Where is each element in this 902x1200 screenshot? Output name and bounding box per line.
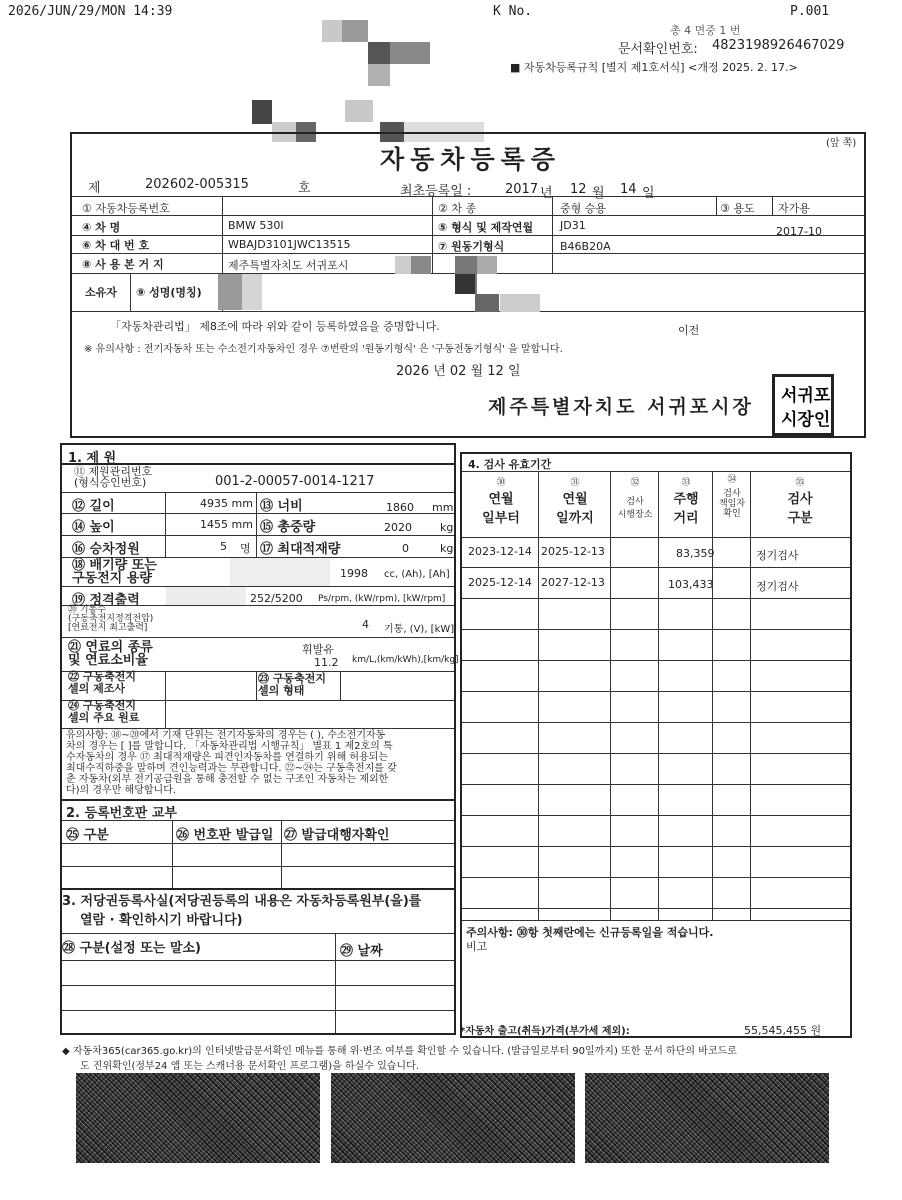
insp-col-type: ㉟ 검사 구분 [787, 478, 813, 526]
grid-line [462, 722, 850, 723]
displacement-unit: cc, (Ah), [Ah] [384, 569, 450, 580]
insp-row-2-type: 정기검사 [756, 580, 799, 593]
battery-material-label: ㉔ 구동축전지 셀의 주요 원료 [68, 699, 140, 724]
insp-col-confirm: ㉞ 검사 책임자 확인 [718, 475, 746, 519]
law-text: 「자동차관리법」 제8조에 따라 위와 같이 등록하였음을 증명합니다. [110, 320, 440, 333]
grid-line [772, 196, 773, 216]
grid-line [130, 273, 131, 311]
grid-line [462, 537, 850, 538]
vin-label: ⑥ 차 대 번 호 [82, 239, 150, 252]
grid-line [462, 598, 850, 599]
cert-no-suffix: 호 [298, 181, 311, 196]
issuer: 제주특별자치도 서귀포시장 [488, 396, 754, 418]
owner-label: 소유자 [85, 286, 117, 299]
power-label: ⑲ 정격출력 [72, 593, 140, 608]
barcode-icon [331, 1073, 575, 1163]
use-value: 자가용 [778, 202, 810, 215]
unit-day: 일 [642, 186, 655, 201]
model-date: 2017-10 [776, 225, 822, 238]
vin-value: WBAJD3101JWC13515 [228, 238, 351, 251]
width-label: ⑬ 너비 [260, 499, 303, 514]
model-value: JD31 [560, 219, 586, 232]
engine-label: ⑦ 원동기형식 [438, 240, 505, 253]
redaction-block [368, 42, 390, 64]
gross-unit: kg [440, 521, 454, 534]
insp-col-from: ㉚ 연월 일부터 [482, 478, 520, 526]
grid-line [62, 866, 454, 867]
grid-line [62, 985, 454, 986]
insp-row-1-to: 2025-12-13 [541, 545, 605, 558]
grid-line [658, 471, 659, 920]
length-label: ⑫ 길이 [72, 499, 115, 514]
type-value: 중형 승용 [560, 202, 607, 215]
grid-line [462, 471, 850, 472]
redaction-block [342, 20, 368, 42]
first-reg-label: 최초등록일 : [400, 184, 472, 199]
grid-line [462, 877, 850, 878]
redaction-block [166, 587, 246, 605]
front-mark: (앞 쪽) [826, 138, 857, 149]
height-value: 1455 mm [200, 518, 253, 531]
displacement-value: 1998 [340, 567, 368, 580]
seats-unit: 명 [240, 542, 251, 555]
redaction-block [500, 294, 540, 312]
form-reference: ■ 자동차등록규칙 [별지 제1호서식] <개정 2025. 2. 17.> [510, 61, 798, 74]
gross-value: 2020 [384, 521, 412, 534]
reg-number-label: ① 자동차등록번호 [82, 202, 170, 215]
maxload-unit: kg [440, 542, 454, 555]
grid-line [462, 846, 850, 847]
redaction-block [390, 42, 430, 64]
grid-line [62, 888, 454, 890]
barcode-icon [585, 1073, 829, 1163]
gross-label: ⑮ 총중량 [260, 520, 316, 535]
redaction-block [322, 20, 342, 42]
insp-row-2-to: 2027-12-13 [541, 576, 605, 589]
grid-line [62, 728, 454, 729]
grid-line [165, 492, 166, 557]
svg-text:시장인: 시장인 [781, 410, 831, 430]
redaction-block [477, 256, 497, 274]
power-value: 252/5200 [250, 592, 303, 605]
plate-col-date: ㉖ 번호판 발급일 [176, 828, 274, 843]
grid-line [72, 311, 864, 312]
redaction-block [218, 274, 242, 310]
width-unit: mm [432, 501, 454, 514]
redaction-block [475, 294, 499, 312]
redaction-block [395, 256, 411, 274]
cert-no-value: 202602-005315 [145, 177, 249, 192]
maxload-label: ⑰ 최대적재량 [260, 542, 341, 557]
grid-line [72, 196, 864, 197]
page-count: 총 4 면중 1 번 [670, 24, 741, 37]
fuel-type: 휘발유 [302, 643, 334, 656]
model-label: ⑤ 형식 및 제작연월 [438, 221, 534, 234]
grid-line [462, 920, 850, 921]
width-value: 1860 [386, 501, 414, 514]
grid-line [716, 196, 717, 216]
first-reg-year: 2017 [505, 182, 539, 197]
doc-confirm-label: 문서확인번호: [618, 42, 698, 57]
insp-row-1-from: 2023-12-14 [468, 545, 532, 558]
grid-line [281, 820, 282, 889]
fax-timestamp: 2026/JUN/29/MON 14:39 [8, 4, 173, 19]
insp-row-1-type: 정기검사 [756, 549, 799, 562]
insp-col-to: ㉛ 연월 일까지 [556, 478, 594, 526]
displacement-label: ⑱ 배기량 또는 구동전지 용량 [72, 558, 157, 586]
mortgage-col-kind: ㉘ 구분(설정 또는 말소) [62, 941, 201, 956]
barcode-icon [76, 1073, 320, 1163]
height-label: ⑭ 높이 [72, 520, 115, 535]
use-label: ③ 용도 [720, 202, 755, 215]
name-label: ④ 차 명 [82, 221, 121, 234]
grid-line [62, 843, 454, 844]
note-text: ※ 유의사항 : 전기자동차 또는 수소전기자동차인 경우 ⑦번란의 '원동기형식' 은 '구동전동기형식' 을 말합니다. [84, 344, 563, 355]
mgmt-value: 001-2-00057-0014-1217 [215, 474, 375, 489]
grid-line [462, 784, 850, 785]
insp-row-2-distance: 103,433 [668, 578, 714, 591]
power-unit: Ps/rpm, (kW/rpm), [kW/rpm] [318, 594, 446, 604]
redaction-block [411, 256, 431, 274]
inspection-note: 주의사항: ㉚항 첫째란에는 신규등록일을 적습니다. [466, 926, 714, 939]
grid-line [62, 799, 454, 801]
redaction-block [368, 64, 390, 86]
maxload-value: 0 [402, 542, 409, 555]
insp-row-1-distance: 83,359 [676, 547, 715, 560]
mortgage-col-date: ㉙ 날짜 [340, 944, 383, 959]
grid-line [462, 753, 850, 754]
specs-heading: 1. 제 원 [68, 451, 117, 466]
first-reg-month: 12 [570, 182, 587, 197]
grid-line [62, 513, 454, 514]
grid-line [462, 660, 850, 661]
official-seal-icon [772, 374, 834, 436]
grid-line [750, 471, 751, 920]
grid-line [256, 671, 257, 700]
grid-line [712, 471, 713, 920]
grid-line [462, 908, 850, 909]
grid-line [62, 492, 454, 493]
first-reg-day: 14 [620, 182, 637, 197]
base-value: 제주특별자치도 서귀포시 [228, 259, 349, 272]
grid-line [462, 691, 850, 692]
grid-line [335, 933, 336, 1033]
fuel-unit: km/L,(km/kWh),[km/kg] [352, 655, 459, 665]
price-label: *자동차 출고(취득)가격(부가세 제외): [460, 1026, 630, 1037]
redaction-block [242, 274, 262, 310]
specs-caution: 유의사항: ⑱~⑳에서 기재 단위는 전기자동차의 경우는 ( ), 수소전기자동 차의 경우는 [ ]를 말합니다. 「자동차관리법 시행규칙」 별표 1 제2호의 특 수자동차의 경우 ⑰ 최대적재량은 피견인자동차를 연결하기 위해 허용되는 최대수직하중을 말하며 견인능력과는 무관합니다. ㉒~㉔는 구동축전지를 갖 춘 자동차(외부 전기공급원을 통해 충전할 수 없는 구조인 자동차는 제외한 다)의 경우만 해당합니다. [66, 730, 397, 796]
grid-line [552, 196, 553, 273]
insp-col-distance: ㉝ 주행 거리 [673, 478, 699, 526]
unit-year: 년 [540, 186, 553, 201]
grid-line [172, 820, 173, 889]
issue-date: 2026 년 02 월 12 일 [396, 364, 521, 379]
engine-value: B46B20A [560, 240, 611, 253]
type-label: ② 차 종 [438, 202, 477, 215]
redaction-block [252, 100, 272, 124]
grid-line [462, 629, 850, 630]
grid-line [256, 492, 257, 557]
fuel-label: ㉑ 연료의 종류 및 연료소비율 [68, 640, 153, 668]
grid-line [462, 567, 850, 568]
svg-text:서귀포: 서귀포 [781, 386, 831, 406]
grid-line [62, 960, 454, 961]
unit-month: 월 [592, 186, 605, 201]
grid-line [62, 933, 454, 934]
grid-line [340, 671, 341, 700]
footer-line-2: 도 진위확인(정부24 앱 또는 스캐너용 문서확인 프로그램)을 하실수 있습니다. [80, 1061, 419, 1072]
battery-shape-label: ㉓ 구동축전지 셀의 형태 [258, 672, 326, 697]
cylinder-unit: 기통, (V), [kW] [384, 624, 455, 635]
name-value: BMW 530I [228, 219, 284, 232]
grid-line [72, 235, 864, 236]
seats-value: 5 [220, 540, 227, 553]
plate-heading: 2. 등록번호판 교부 [66, 806, 177, 821]
mortgage-heading: 3. 저당권등록사실(저당권등록의 내용은 자동차등록원부(을)를 열람 · 확인하시기 바랍니다) [62, 894, 422, 928]
plate-col-kind: ㉕ 구분 [66, 828, 109, 843]
law-right: 이전 [678, 324, 700, 337]
fuel-value: 11.2 [314, 656, 339, 669]
redaction-block [345, 100, 373, 122]
grid-line [462, 815, 850, 816]
remarks-label: 비고 [466, 940, 488, 953]
mgmt-label: ⑪ 제원관리번호 (형식승인번호) [74, 465, 153, 489]
seats-label: ⑯ 승차정원 [72, 542, 140, 557]
owner-name-label: ⑨ 성명(명칭) [136, 286, 202, 299]
insp-col-place: ㉜ 검사 시행장소 [617, 478, 653, 520]
base-label: ⑧ 사 용 본 거 지 [82, 258, 164, 271]
grid-line [62, 535, 454, 536]
inspection-box [460, 452, 852, 1038]
battery-maker-label: ㉒ 구동축전지 셀의 제조사 [68, 670, 136, 695]
redaction-block [455, 274, 475, 294]
grid-line [62, 1010, 454, 1011]
price-value: 55,545,455 원 [744, 1024, 822, 1037]
fax-number: K No. [493, 4, 533, 19]
cylinder-value: 4 [362, 618, 369, 631]
grid-line [62, 820, 454, 821]
doc-confirm-number: 4823198926467029 [712, 38, 845, 53]
certificate-title: 자동차등록증 [380, 145, 561, 174]
redaction-block [230, 558, 330, 586]
length-value: 4935 mm [200, 497, 253, 510]
cylinder-label: ⑳ 기통수 (구동축전지정격전압) [연료전지 최고출력] [68, 605, 154, 633]
plate-col-agent: ㉗ 발급대행자확인 [284, 828, 390, 843]
inspection-heading: 4. 검사 유효기간 [468, 458, 552, 471]
grid-line [610, 471, 611, 920]
footer-line-1: ◆ 자동차365(car365.go.kr)의 인터넷발급문서확인 메뉴를 통해 위·변조 여부를 확인할 수 있습니다. (발급일로부터 90일까지) 또한 문서 하단의 바코드로 [62, 1046, 737, 1057]
grid-line [62, 586, 454, 587]
grid-line [538, 471, 539, 920]
grid-line [62, 637, 454, 638]
insp-row-2-from: 2025-12-14 [468, 576, 532, 589]
fax-page: P.001 [790, 4, 830, 19]
cert-no-label: 제 [88, 181, 101, 196]
grid-line [432, 196, 433, 273]
